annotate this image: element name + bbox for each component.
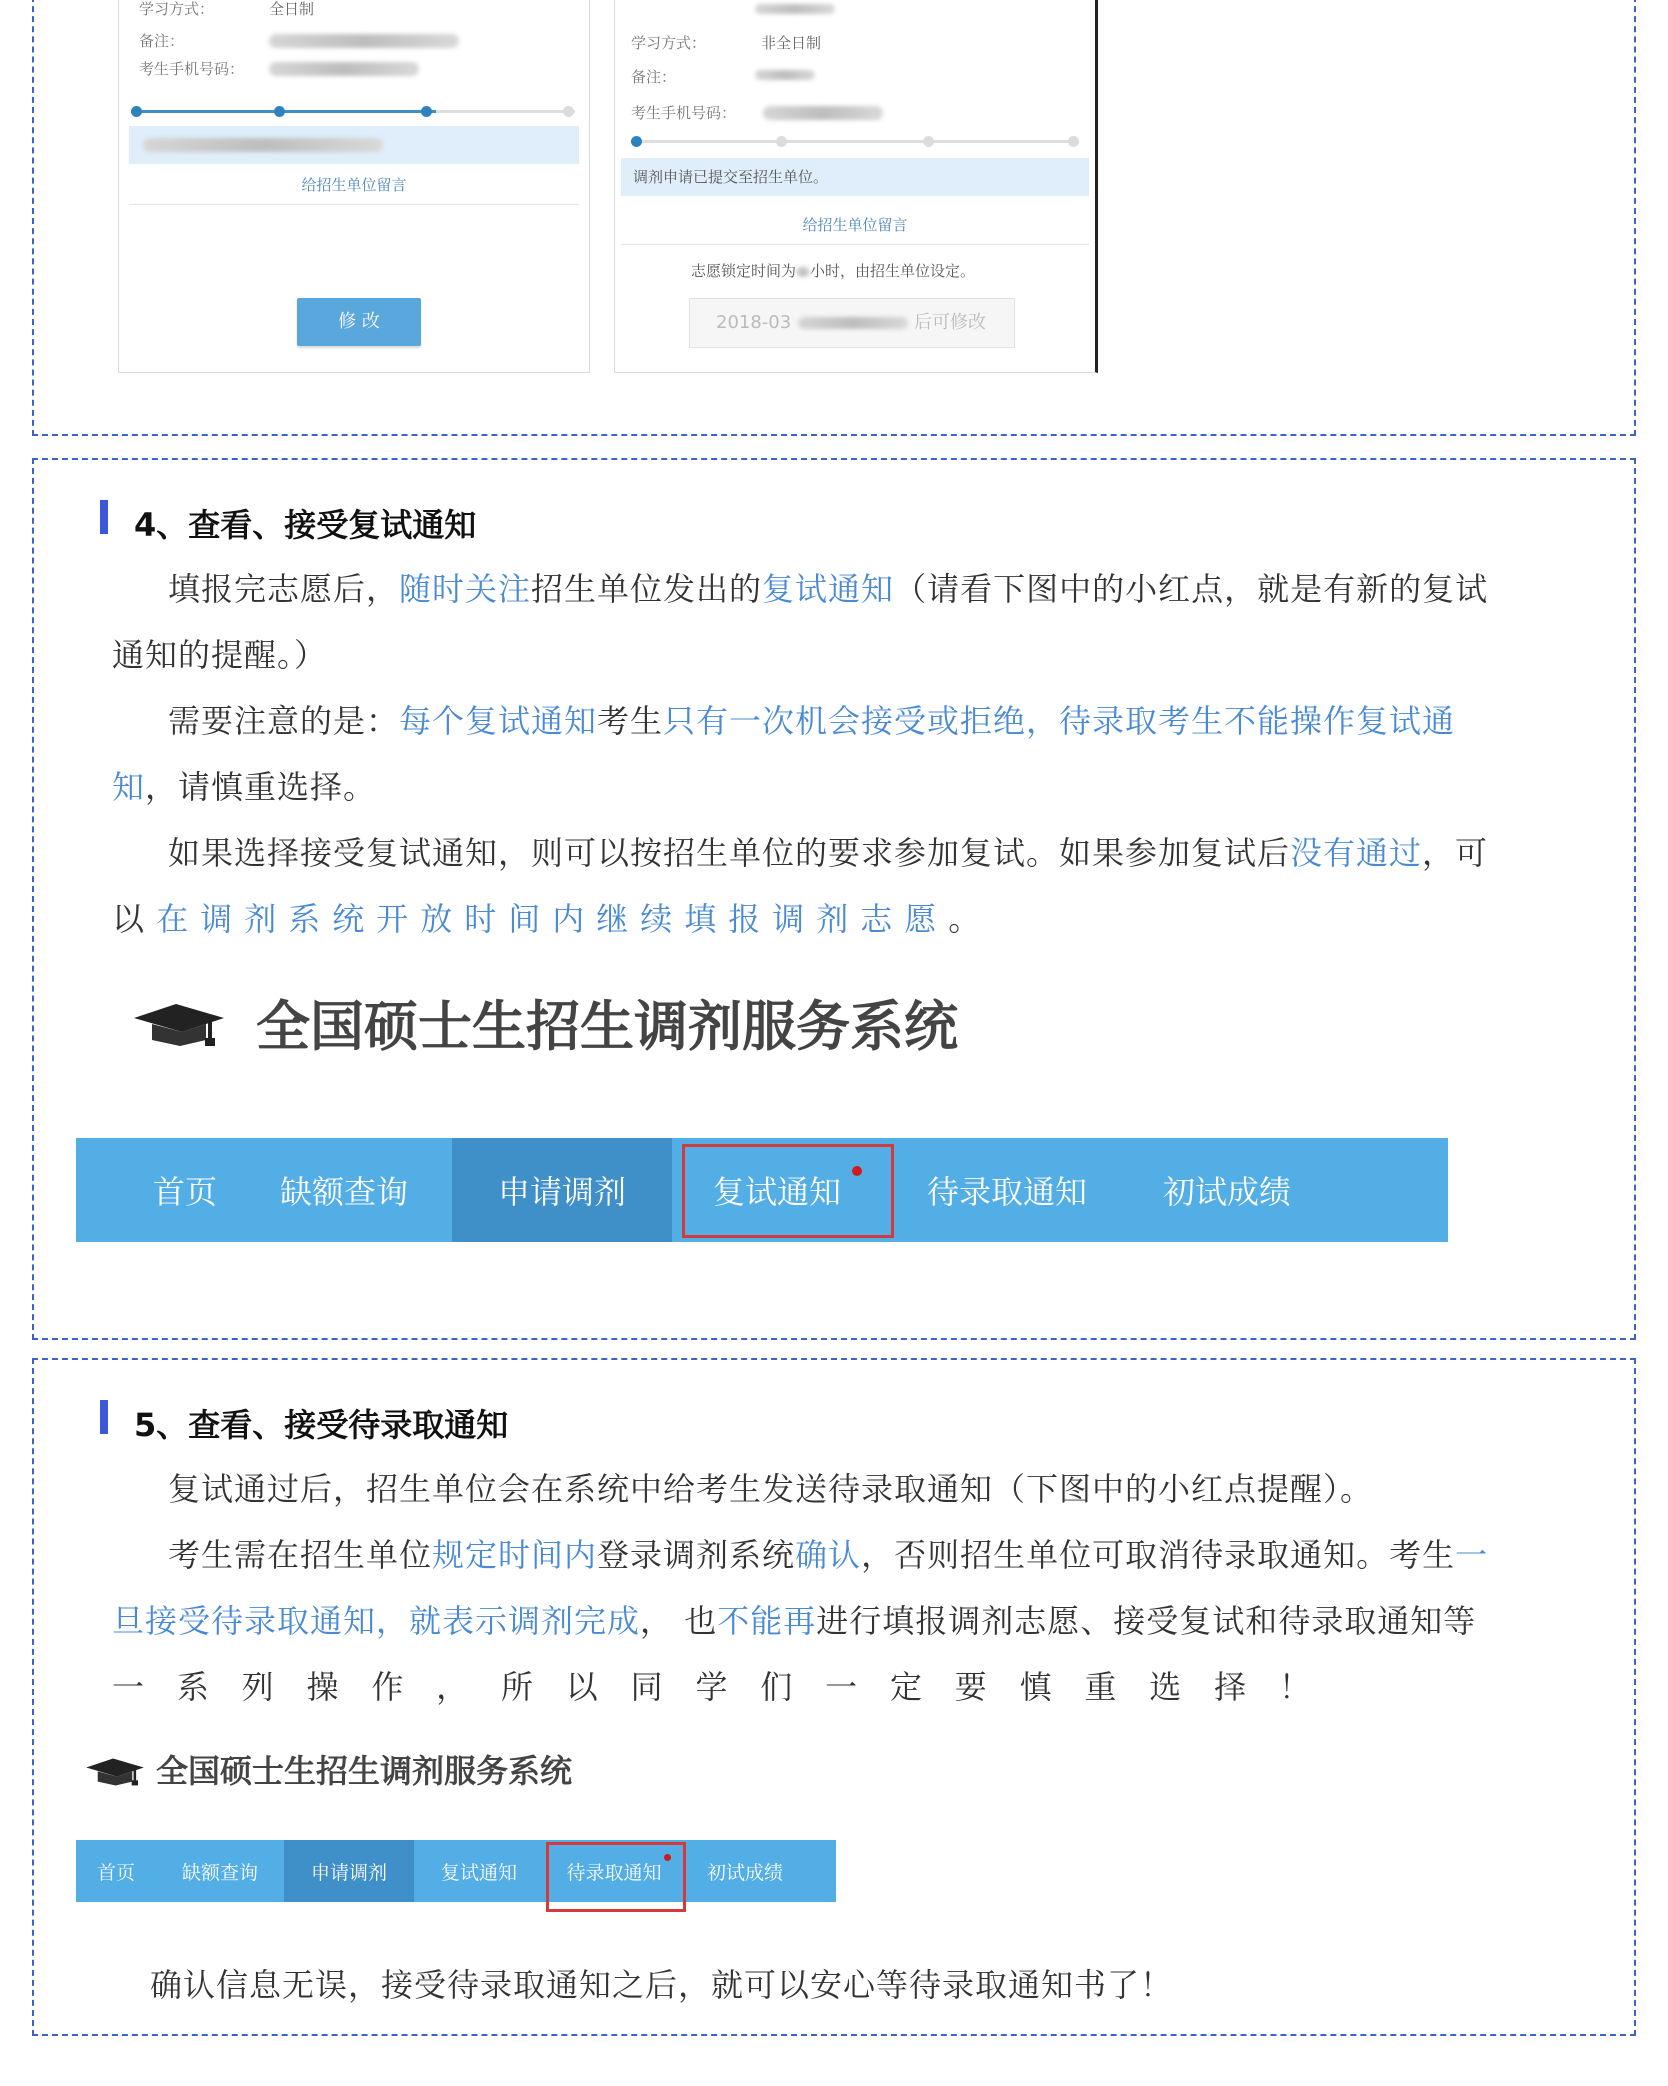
p3-c: ，可 [1422, 834, 1489, 872]
s5-p2-f: 一 [1455, 1536, 1489, 1574]
lock-date-tail: 后可修改 [914, 312, 986, 333]
screenshot-card-top [32, 0, 1636, 436]
s5-p2-b: 规定时间内 [432, 1536, 598, 1574]
blurred-remark [755, 70, 815, 80]
lock-note-tail: 小时，由招生单位设定。 [810, 262, 976, 280]
spaced-char: 重 [1084, 1668, 1118, 1706]
nav-score-label: 初试成绩 [1162, 1173, 1291, 1211]
nav-apply-adjustment[interactable] [452, 1138, 672, 1242]
blurred-hours [796, 267, 810, 277]
section-4-paragraph-1 [112, 556, 1618, 688]
section-5-paragraph-1: 复试通过后，招生单位会在系统中给考生发送待录取通知（下图中的小红点提醒）。 [168, 1470, 1374, 1508]
blurred-status [143, 138, 383, 152]
p3-line-1 [112, 820, 1618, 886]
spaced-char: 列 [241, 1668, 275, 1706]
section-4-title: 4、查看、接受复试通知 [134, 506, 477, 544]
remark-row [631, 66, 676, 87]
system-title: 全国硕士生招生调剂服务系统 [256, 995, 958, 1058]
remark-label: 备注： [631, 68, 677, 86]
section-marker [100, 500, 108, 534]
progress-step-1 [631, 136, 642, 147]
progress-track [631, 140, 1079, 143]
nav-admission-label: 待录取通知 [926, 1173, 1087, 1211]
s5-p2-c: 登录调剂系统 [597, 1536, 796, 1574]
study-mode-row [139, 0, 315, 19]
status-bar [621, 158, 1089, 196]
modify-button[interactable]: 修 改 [297, 298, 421, 346]
notification-dot [852, 1166, 862, 1176]
study-mode-label: 学习方式： [139, 0, 215, 18]
divider [129, 204, 579, 205]
blurred-remark [269, 34, 459, 48]
section-5-paragraph-2 [112, 1522, 1618, 1720]
study-mode-row [631, 32, 822, 53]
section-marker [100, 1400, 108, 1434]
s5-p2-e: ，否则招生单位可取消待录取通知。考生 [861, 1536, 1456, 1574]
phone-row [631, 102, 736, 123]
p3-d: 以 [112, 900, 146, 938]
nav-vacancy-label: 缺额查询 [279, 1173, 408, 1211]
study-mode-value: 非全日制 [761, 34, 822, 52]
p3-b: 没有通过 [1290, 834, 1423, 872]
s5-p2-a: 考生需在招生单位 [168, 1536, 433, 1574]
nav-exam-score[interactable] [684, 1840, 806, 1902]
p1-line-2: 通知的提醒。） [112, 636, 328, 674]
spaced-char: 择 [1214, 1668, 1248, 1706]
spaced-char: 选 [1149, 1668, 1183, 1706]
spaced-char: ， [436, 1668, 470, 1706]
nav-retest-notice[interactable] [672, 1138, 882, 1242]
nav-home-label: 首页 [96, 1861, 135, 1884]
phone-label: 考生手机号码： [631, 104, 737, 122]
nav-apply-label: 申请调剂 [310, 1861, 387, 1884]
s5-p2-d: 确认 [795, 1536, 862, 1574]
divider [621, 244, 1089, 245]
p1-line-1 [112, 556, 1618, 622]
nav-vacancy-label: 缺额查询 [181, 1861, 258, 1884]
system-title: 全国硕士生招生调剂服务系统 [156, 1752, 573, 1790]
progress-step-1 [131, 106, 142, 117]
blurred-date [798, 317, 908, 329]
spaced-char: 一 [112, 1668, 146, 1706]
nav-vacancy-query[interactable] [254, 1138, 434, 1242]
spaced-char: 们 [760, 1668, 794, 1706]
nav-home-label: 首页 [152, 1173, 217, 1211]
s5-p2-line-3 [112, 1654, 1312, 1720]
blurred-phone [763, 106, 883, 120]
p2-line-1 [112, 688, 1618, 754]
p3-f: 。 [948, 900, 982, 938]
nav-home[interactable] [76, 1840, 156, 1902]
p2-d: 只有一次机会接受或拒绝，待录取考生不能操作复试通 [663, 702, 1456, 740]
message-unit-link[interactable]: 给招生单位留言 [301, 176, 407, 194]
graduation-cap-icon [86, 1756, 144, 1792]
progress-step-4 [563, 106, 574, 117]
blurred-phone [269, 62, 419, 76]
nav-retest-label: 复试通知 [712, 1173, 841, 1211]
spaced-char: 以 [565, 1668, 599, 1706]
closing-text: 确认信息无误，接受待录取通知之后，就可以安心等待录取通知书了！ [150, 1966, 1174, 2004]
p1-line-1-text [168, 556, 1488, 622]
nav-apply-adjustment[interactable] [284, 1840, 414, 1902]
spaced-char: 慎 [1019, 1668, 1053, 1706]
section-4-card [32, 458, 1636, 1340]
lock-time-note [691, 260, 975, 281]
p3-e: 在调剂系统开放时间内继续填报调剂志愿 [156, 900, 949, 938]
nav-retest-label: 复试通知 [440, 1861, 517, 1884]
section-5-card [32, 1358, 1636, 2036]
s5-p2-g: 旦接受待录取通知，就表示调剂完成 [112, 1602, 641, 1640]
progress-step-4 [1068, 136, 1079, 147]
notification-dot [664, 1854, 671, 1861]
graduation-cap-icon [134, 1000, 224, 1054]
progress-step-3 [923, 136, 934, 147]
nav-admission-notice[interactable] [544, 1840, 684, 1902]
progress-step-3 [421, 106, 432, 117]
remark-label: 备注： [139, 32, 185, 50]
s5-p2-i: 不能再 [717, 1602, 817, 1640]
p2-b: 每个复试通知 [399, 702, 598, 740]
p2-f: ，请慎重选择。 [145, 768, 377, 806]
p1-e: （请看下图中的小红点，就是有新的复试 [894, 570, 1489, 608]
application-panel-right [614, 0, 1098, 373]
nav-admission-label: 待录取通知 [566, 1861, 662, 1884]
application-panel-left [118, 0, 590, 373]
p2-c: 考生 [597, 702, 664, 740]
spaced-char: ！ [1278, 1668, 1312, 1706]
highlight-box [682, 1144, 894, 1238]
system-nav-bar [76, 1138, 1448, 1242]
p1-a: 填报完志愿后， [168, 570, 400, 608]
submitted-text: 调剂申请已提交至招生单位。 [633, 168, 829, 186]
p1-d: 复试通知 [762, 570, 895, 608]
spaced-char: 定 [889, 1668, 923, 1706]
nav-score-label: 初试成绩 [706, 1861, 783, 1884]
progress-step-2 [776, 136, 787, 147]
p2-a: 需要注意的是： [168, 702, 400, 740]
lock-note-head: 志愿锁定时间为 [691, 262, 797, 280]
spaced-char: 系 [176, 1668, 210, 1706]
p2-e: 知 [112, 768, 146, 806]
spaced-char: 一 [825, 1668, 859, 1706]
section-4-paragraph-3 [112, 820, 1618, 952]
application-panels-screenshot [114, 0, 1104, 378]
p1-b: 随时关注 [399, 570, 532, 608]
progress-track [131, 110, 575, 113]
spaced-char: 同 [630, 1668, 664, 1706]
s5-p2-line-2 [112, 1588, 1618, 1654]
p3-line-2 [112, 886, 1618, 952]
phone-label: 考生手机号码： [139, 60, 245, 78]
status-bar [129, 126, 579, 164]
p3-a: 如果选择接受复试通知，则可以按招生单位的要求参加复试。如果参加复试后 [168, 834, 1291, 872]
phone-row [139, 58, 244, 79]
s5-p2-h: ， 也 [640, 1602, 718, 1640]
system-nav-bar [76, 1840, 836, 1902]
s5-p2-line-1 [112, 1522, 1618, 1588]
study-mode-label: 学习方式： [631, 34, 707, 52]
spaced-char: 要 [954, 1668, 988, 1706]
s5-p2-j: 进行填报调剂志愿、接受复试和待录取通知等 [816, 1602, 1477, 1640]
nav-admission-notice[interactable] [882, 1138, 1132, 1242]
lock-date: 2018-03 [716, 312, 792, 333]
remark-row [139, 30, 184, 51]
p1-c: 招生单位发出的 [531, 570, 763, 608]
section-5-title: 5、查看、接受待录取通知 [134, 1406, 509, 1444]
spaced-char: 所 [500, 1668, 534, 1706]
nav-retest-notice[interactable] [414, 1840, 544, 1902]
p2-line-2 [112, 754, 1618, 820]
nav-vacancy-query[interactable] [156, 1840, 284, 1902]
message-unit-link[interactable]: 给招生单位留言 [802, 216, 908, 234]
nav-exam-score[interactable] [1132, 1138, 1322, 1242]
spaced-char: 作 [371, 1668, 405, 1706]
spaced-char: 操 [306, 1668, 340, 1706]
nav-apply-label: 申请调剂 [497, 1173, 626, 1211]
locked-modify-box [689, 298, 1015, 348]
blurred-top [755, 4, 835, 14]
section-4-paragraph-2 [112, 688, 1618, 820]
spaced-char: 学 [695, 1668, 729, 1706]
highlight-box [546, 1842, 686, 1912]
study-mode-value: 全日制 [269, 0, 315, 18]
progress-step-2 [274, 106, 285, 117]
